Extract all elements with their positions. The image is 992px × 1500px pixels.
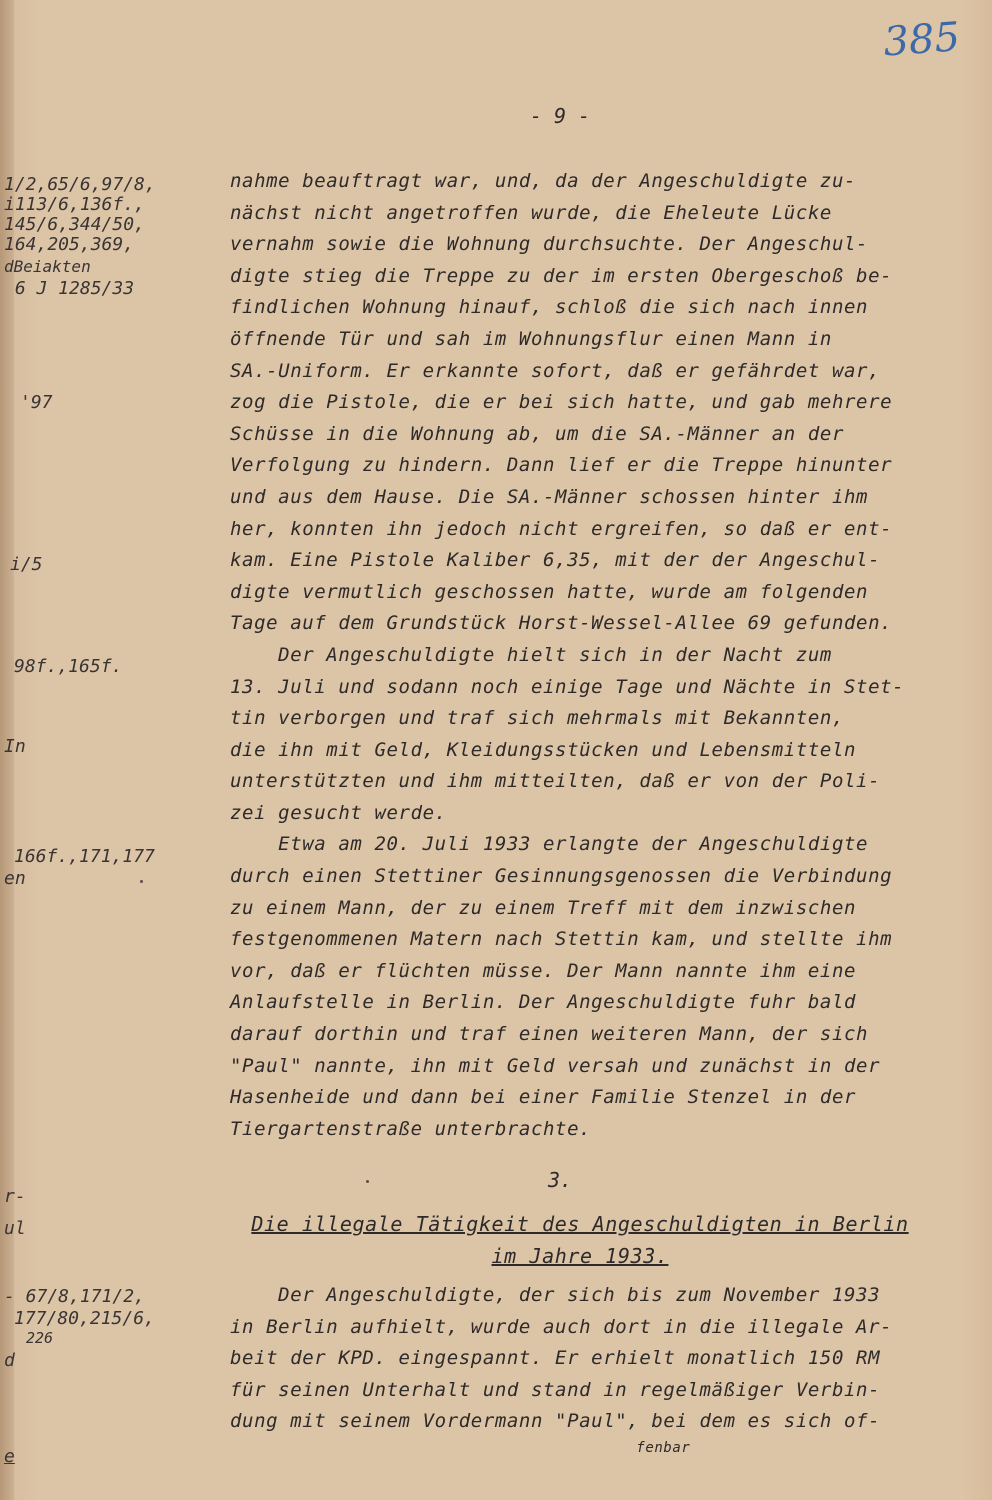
text-line: Verfolgung zu hindern. Dann lief er die Treppe hinunter xyxy=(230,454,893,477)
text-line: digte stieg die Treppe zu der im ersten Obergeschoß be- xyxy=(230,264,893,287)
margin-note: In xyxy=(4,736,26,757)
margin-note: '97 xyxy=(20,392,53,413)
text-line: dung mit seinem Vordermann "Paul", bei dem es sich of- xyxy=(230,1410,881,1433)
margin-note: 177/80,215/6, xyxy=(14,1308,155,1329)
text-line: 13. Juli und sodann noch einige Tage und Nächte in Stet- xyxy=(230,675,905,698)
text-line: in Berlin aufhielt, wurde auch dort in die illegale Ar- xyxy=(230,1315,893,1338)
margin-note: 145/6,344/50, xyxy=(4,214,145,235)
text-line: beit der KPD. eingespannt. Er erhielt monatlich 150 RM xyxy=(230,1347,881,1370)
paper-speck xyxy=(140,880,143,883)
text-line: nächst nicht angetroffen wurde, die Eheleute Lücke xyxy=(230,201,832,224)
margin-note: 166f.,171,177 xyxy=(14,846,155,867)
archive-page-number: 385 xyxy=(882,14,962,66)
text-line: Tage auf dem Grundstück Horst-Wessel-Allee 69 gefunden. xyxy=(230,612,893,635)
margin-note: i/5 xyxy=(10,554,43,575)
text-line: Anlaufstelle in Berlin. Der Angeschuldigte fuhr bald xyxy=(230,991,857,1014)
text-line: kam. Eine Pistole Kaliber 6,35, mit der der Angeschul- xyxy=(230,549,881,572)
text-line: tin verborgen und traf sich mehrmals mit Bekannten, xyxy=(230,707,844,730)
section-paragraph xyxy=(230,1280,970,1458)
margin-note: en xyxy=(4,868,26,889)
margin-note: 164,205,369, xyxy=(4,234,135,255)
body-paragraphs xyxy=(230,166,970,1145)
text-line: Der Angeschuldigte, der sich bis zum November 1933 xyxy=(230,1284,881,1306)
margin-note: i113/6,136f., xyxy=(4,194,145,215)
margin-note: ul xyxy=(4,1218,26,1239)
catchword-line: fenbar xyxy=(230,1439,691,1456)
text-line: her, konnten ihn jedoch nicht ergreifen, so daß er ent- xyxy=(230,517,893,540)
text-line: und aus dem Hause. Die SA.-Männer schossen hinter ihm xyxy=(230,485,869,508)
section-heading-line: im Jahre 1933. xyxy=(491,1244,669,1268)
margin-note: 1/2,65/6,97/8, xyxy=(4,174,156,195)
text-line: festgenommenen Matern nach Stettin kam, und stellte ihm xyxy=(230,928,893,951)
text-line: Der Angeschuldigte hielt sich in der Nacht zum xyxy=(230,643,832,666)
text-line: SA.-Uniform. Er erkannte sofort, daß er gefährdet war, xyxy=(230,359,881,382)
margin-note: e xyxy=(4,1446,15,1467)
margin-note: dBeiakten xyxy=(4,257,91,276)
paper-speck xyxy=(366,1180,369,1183)
text-line: darauf dorthin und traf einen weiteren Mann, der sich xyxy=(230,1023,869,1046)
section-heading-line: Die illegale Tätigkeit des Angeschuldigten in Berlin xyxy=(251,1212,909,1236)
text-line: nahme beauftragt war, und, da der Angeschuldigte zu- xyxy=(230,170,857,192)
text-line: durch einen Stettiner Gesinnungsgenossen die Verbindung xyxy=(230,865,893,888)
section-number: 3. xyxy=(547,1168,573,1192)
text-line: Schüsse in die Wohnung ab, um die SA.-Männer an der xyxy=(230,422,844,445)
text-line: für seinen Unterhalt und stand in regelmäßiger Verbin- xyxy=(230,1378,881,1401)
section-heading xyxy=(230,1208,930,1272)
text-line: "Paul" nannte, ihn mit Geld versah und zunächst in der xyxy=(230,1054,881,1077)
text-line: unterstützten und ihm mitteilten, daß er von der Poli- xyxy=(230,770,881,793)
page-number: - 9 - xyxy=(529,104,591,128)
margin-note: - 67/8,171/2, xyxy=(4,1286,145,1307)
margin-note: d xyxy=(4,1350,15,1371)
margin-note: 98f.,165f. xyxy=(14,656,123,677)
margin-note: 226 xyxy=(26,1329,54,1347)
margin-notes xyxy=(0,170,210,1490)
text-line: öffnende Tür und sah im Wohnungsflur einen Mann in xyxy=(230,327,832,350)
text-line: vernahm sowie die Wohnung durchsuchte. Der Angeschul- xyxy=(230,233,869,256)
text-line: Tiergartenstraße unterbrachte. xyxy=(230,1117,592,1140)
margin-note: 6 J 1285/33 xyxy=(4,278,135,299)
text-line: digte vermutlich geschossen hatte, wurde am folgenden xyxy=(230,580,869,603)
text-line: zei gesucht werde. xyxy=(230,801,447,824)
text-line: findlichen Wohnung hinauf, schloß die sich nach innen xyxy=(230,296,869,319)
text-line: die ihn mit Geld, Kleidungsstücken und Lebensmitteln xyxy=(230,738,857,761)
text-line: Hasenheide und dann bei einer Familie Stenzel in der xyxy=(230,1086,857,1109)
text-line: zu einem Mann, der zu einem Treff mit dem inzwischen xyxy=(230,896,857,919)
text-line: zog die Pistole, die er bei sich hatte, und gab mehrere xyxy=(230,391,893,414)
text-line: Etwa am 20. Juli 1933 erlangte der Angeschuldigte xyxy=(230,833,869,856)
text-line: vor, daß er flüchten müsse. Der Mann nannte ihm eine xyxy=(230,959,857,982)
margin-note: r- xyxy=(4,1186,26,1207)
